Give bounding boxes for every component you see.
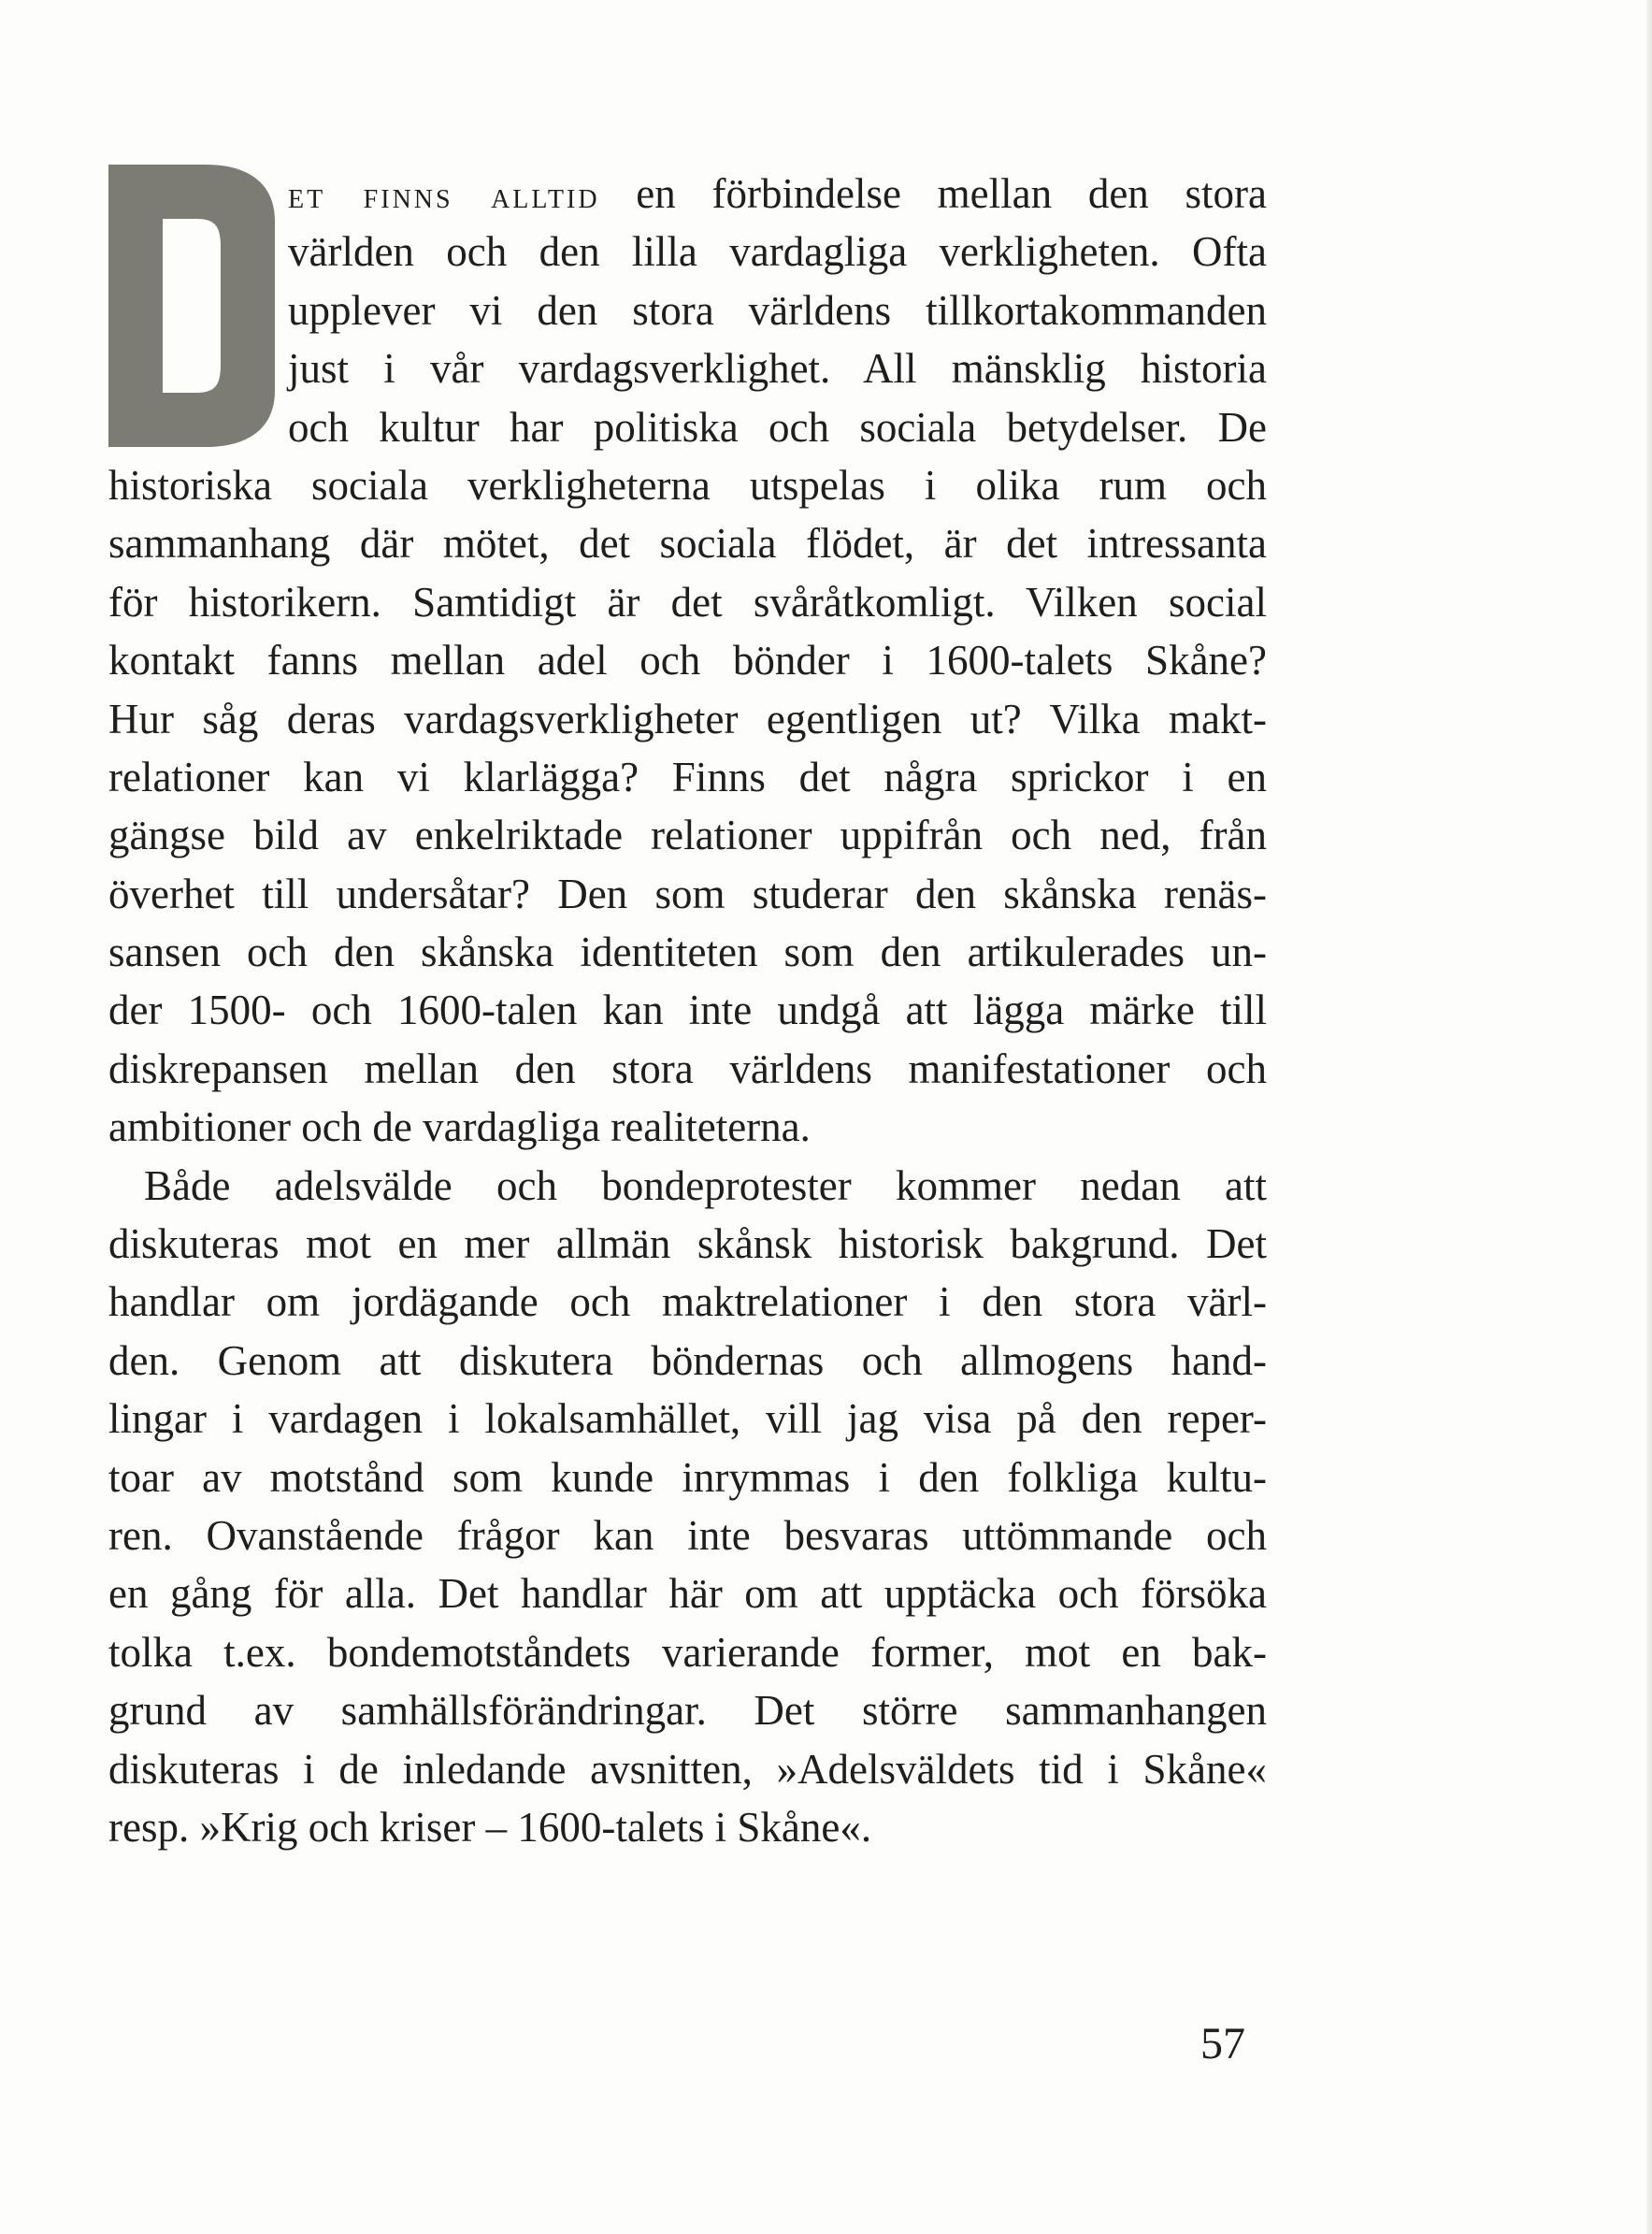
text-line: relationer kan vi klarlägga? Finns det några sprickor i en: [108, 753, 1267, 800]
text-line: överhet till undersåtar? Den som studerar den skånska renäs-: [108, 870, 1267, 917]
text-line: grund av samhällsförändringar. Det större sammanhangen: [108, 1687, 1267, 1735]
page-number: 57: [1200, 2019, 1245, 2068]
paragraph-1: [108, 165, 1267, 1157]
text-line: ren. Ovanstående frågor kan inte besvaras uttömmande och: [108, 1511, 1267, 1559]
text-line: resp. »Krig och kriser – 1600-talets i Skåne«.: [108, 1803, 872, 1851]
text-line: en gång för alla. Det handlar här om att upptäcka och försöka: [108, 1570, 1267, 1618]
opening-line-rest: en förbindelse mellan den stora: [599, 170, 1268, 217]
text-line: den. Genom att diskutera böndernas och allmogens hand-: [108, 1336, 1267, 1384]
paragraph-2: [108, 1157, 1267, 1857]
text-line: diskrepansen mellan den stora världens manifestationer och: [108, 1045, 1267, 1092]
body-text: [108, 165, 1267, 1856]
text-line: för historikern. Samtidigt är det svåråtkomligt. Vilken social: [108, 578, 1267, 626]
text-line: gängse bild av enkelriktade relationer uppifrån och ned, från: [108, 812, 1267, 859]
text-line: lingar i vardagen i lokalsamhället, vill jag visa på den reper-: [108, 1395, 1267, 1443]
opening-small-caps: et finns alltid: [288, 174, 600, 216]
text-line: sammanhang där mötet, det sociala flödet, är det intressanta: [108, 520, 1267, 568]
text-line: Både adelsvälde och bondeprotester kommer nedan att: [144, 1161, 1267, 1209]
text-line: ambitioner och de vardagliga realiteterna.: [108, 1103, 811, 1151]
text-line: kontakt fanns mellan adel och bönder i 1600-talets Skåne?: [108, 637, 1267, 685]
text-line: handlar om jordägande och maktrelationer i den stora värl-: [108, 1278, 1267, 1326]
text-line: världen och den lilla vardagliga verkligheten. Ofta: [288, 228, 1267, 276]
text-line: historiska sociala verkligheterna utspelas i olika rum och: [108, 461, 1267, 509]
text-line: der 1500- och 1600-talen kan inte undgå att lägga märke till: [108, 987, 1267, 1034]
text-line: [288, 165, 1267, 223]
page-edge-shadow: [1646, 0, 1652, 2234]
text-line: Hur såg deras vardagsverkligheter egentligen ut? Vilka makt-: [108, 695, 1267, 742]
text-line: sansen och den skånska identiteten som den artikulerades un-: [108, 929, 1267, 976]
text-line: diskuteras i de inledande avsnitten, »Adelsväldets tid i Skåne«: [108, 1745, 1267, 1793]
text-line: diskuteras mot en mer allmän skånsk historisk bakgrund. Det: [108, 1220, 1267, 1268]
text-line: toar av motstånd som kunde inrymmas i den folkliga kultu-: [108, 1453, 1267, 1501]
text-line: och kultur har politiska och sociala betydelser. De: [288, 403, 1267, 451]
text-line: just i vår vardagsverklighet. All mänsklig historia: [288, 345, 1267, 393]
text-line: tolka t.ex. bondemotståndets varierande former, mot en bak-: [108, 1628, 1267, 1676]
text-line: upplever vi den stora världens tillkortakommanden: [288, 286, 1267, 334]
